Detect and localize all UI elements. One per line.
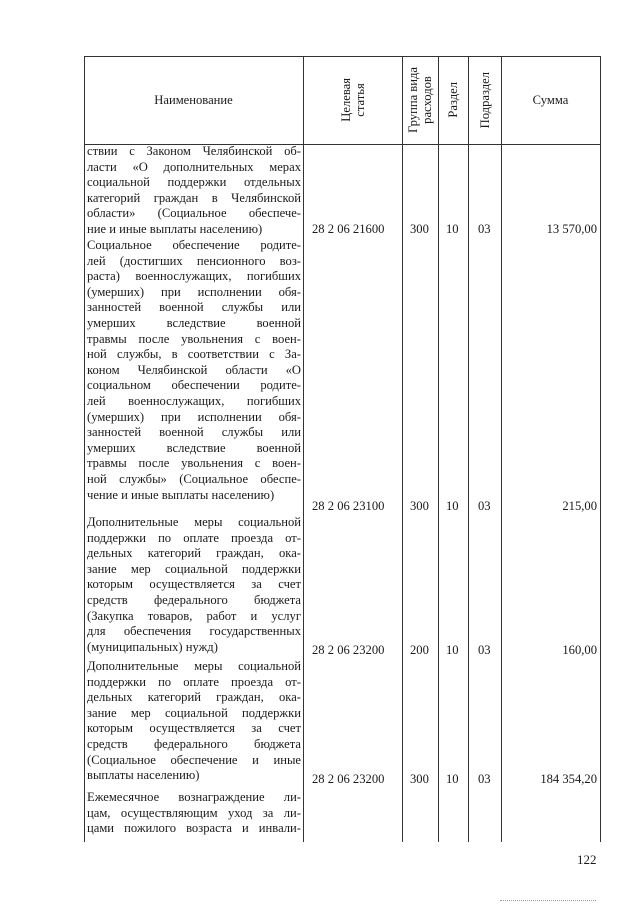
header-sum [501,56,600,144]
row-text-line: ной службы, в соответствии с За- [87,347,301,362]
row-subsection: 03 [478,499,491,513]
row-text-line: ние и иные выплаты населению) [87,221,263,236]
row-text-line: ной службы» (Социальное обеспе- [87,471,301,486]
table-row-name [87,238,301,503]
budget-table [84,56,601,842]
row-group: 200 [410,643,429,657]
header-expense-group [402,56,438,144]
row-text-line: зание мер социальной поддержки [87,705,301,720]
row-text-line: травмы после увольнения с воен- [87,331,301,346]
row-text-line: цами пожилого возраста и инвали- [87,821,301,836]
table-row-name [87,515,301,655]
row-text-line: Дополнительные меры социальной [87,659,301,673]
row-text-line: средств федерального бюджета [87,592,301,607]
row-sum: 215,00 [562,499,597,513]
row-section: 10 [446,643,459,657]
row-text-line: дельных категорий граждан, ока- [87,546,301,561]
row-text-line: занностей военной службы или [87,300,301,315]
row-text-line: (Социальное обеспечение и иные [87,752,301,767]
row-text-line: лей (достигших пенсионного воз- [87,253,301,268]
row-text-line: чение и иные выплаты населению) [87,487,275,502]
header-target-article-label: Целевая статья [338,78,367,122]
row-text-line: Социальное обеспечение родите- [87,238,301,252]
row-text-line: выплаты населению) [87,768,200,783]
row-group: 300 [410,222,429,236]
header-subsection [468,56,501,144]
column-divider [303,56,304,842]
header-section [438,56,468,144]
row-article: 28 2 06 21600 [312,222,385,236]
row-article: 28 2 06 23200 [312,643,385,657]
scan-artifact-line [500,900,596,901]
table-border-left [84,56,85,842]
row-sum: 13 570,00 [546,222,597,236]
row-group: 300 [410,772,429,786]
row-text-line: (умерших) при исполнении обя- [87,409,301,424]
row-text-line: дельных категорий граждан, ока- [87,690,301,705]
row-text-line: (муниципальных) нужд) [87,639,218,654]
row-text-line: травмы после увольнения с воен- [87,456,301,471]
row-sum: 160,00 [562,643,597,657]
row-text-line: умерших вследствие военной [87,440,301,455]
row-text-line: социальной поддержки отдельных [87,175,301,190]
row-article: 28 2 06 23200 [312,772,385,786]
row-text-line: которым осуществляется за счет [87,721,301,736]
row-text-line: поддержки по оплате проезда от- [87,530,301,545]
row-text-line: Ежемесячное вознаграждение ли- [87,790,301,804]
row-text-line: ствии с Законом Челябинской об- [87,144,301,158]
row-sum: 184 354,20 [540,772,597,786]
header-name-label: Наименование [154,92,233,107]
header-expense-group-label: Группа вида расходов [406,67,434,133]
row-text-line: для обеспечения государственных [87,624,301,639]
row-text-line: области» (Социальное обеспече- [87,206,301,221]
row-text-line: категорий граждан в Челябинской [87,190,301,205]
header-subsection-label: Подраздел [477,71,492,129]
row-text-line: раста) военнослужащих, погибших [87,269,301,284]
row-text-line: поддержки по оплате проезда от- [87,674,301,689]
row-text-line: средств федерального бюджета [87,736,301,751]
row-text-line: умерших вследствие военной [87,315,301,330]
row-subsection: 03 [478,643,491,657]
page-number: 122 [577,852,597,867]
row-text-line: коном Челябинской области «О [87,362,301,377]
row-article: 28 2 06 23100 [312,499,385,513]
column-divider [501,56,502,842]
row-text-line: которым осуществляется за счет [87,577,301,592]
table-row-name [87,659,301,784]
table-row-name [87,144,301,238]
column-divider [468,56,469,842]
row-text-line: Дополнительные меры социальной [87,515,301,529]
header-section-label: Раздел [446,82,460,118]
row-subsection: 03 [478,772,491,786]
row-text-line: социальном обеспечении родите- [87,378,301,393]
row-text-line: зание мер социальной поддержки [87,561,301,576]
row-text-line: цам, осуществляющим уход за ли- [87,805,301,820]
row-text-line: (умерших) при исполнении обя- [87,284,301,299]
row-text-line: (Закупка товаров, работ и услуг [87,608,301,623]
row-text-line: ласти «О дополнительных мерах [87,159,301,174]
row-section: 10 [446,772,459,786]
row-subsection: 03 [478,222,491,236]
row-text-line: занностей военной службы или [87,425,301,440]
row-section: 10 [446,499,459,513]
row-group: 300 [410,499,429,513]
header-target-article [303,56,402,144]
row-text-line: лей военнослужащих, погибших [87,393,301,408]
table-border-right [600,56,601,842]
column-divider [402,56,403,842]
row-section: 10 [446,222,459,236]
header-name [84,56,303,144]
table-row-name [87,790,301,837]
header-sum-label: Сумма [532,92,569,107]
column-divider [438,56,439,842]
